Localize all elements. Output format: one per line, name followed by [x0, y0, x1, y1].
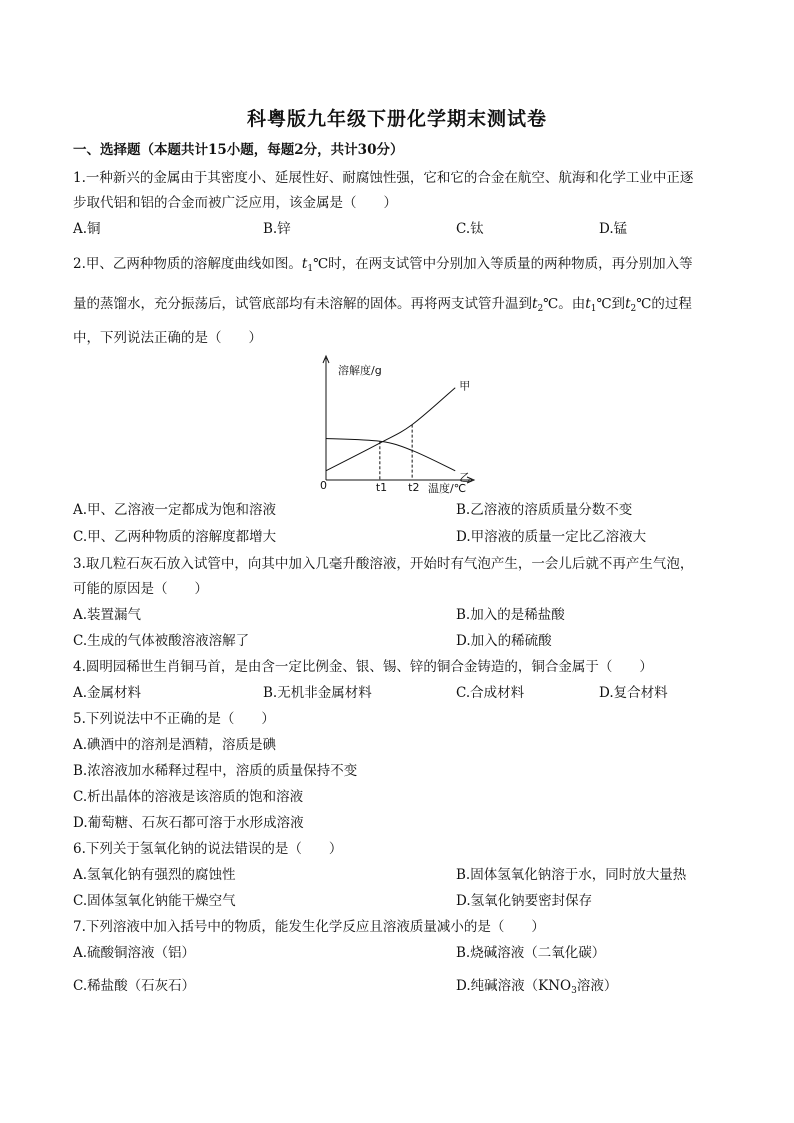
- series-line-yi: [326, 438, 455, 470]
- q7-option-d: [456, 977, 617, 1000]
- series-line-jia: [326, 388, 455, 471]
- q3-option-d: D.加入的稀硫酸: [456, 633, 552, 649]
- q3-option-b: B.加入的是稀盐酸: [456, 607, 565, 623]
- q2-temp-var: t: [625, 296, 631, 312]
- q2-option-a: A.甲、乙溶液一定都成为饱和溶液: [73, 502, 277, 518]
- q3-option-c: C.生成的气体被酸溶液溶解了: [73, 633, 250, 649]
- q4-option-d: D.复合材料: [599, 685, 668, 701]
- q4-option-c: C.合成材料: [456, 685, 525, 701]
- q2-option-d: D.甲溶液的质量一定比乙溶液大: [456, 529, 647, 545]
- q2-temp-sub: 1: [307, 264, 314, 274]
- question-3-text-cont: 可能的原因是（ ）: [73, 581, 208, 597]
- origin-label: 0: [320, 479, 327, 492]
- question-6-text: 6.下列关于氢氧化钠的说法错误的是（ ）: [73, 841, 343, 857]
- question-3-text: 3.取几粒石灰石放入试管中，向其中加入几毫升酸溶液，开始时有气泡产生，一会儿后就不再产生气泡，: [73, 556, 694, 572]
- x-tick-t2: t2: [408, 481, 420, 494]
- q2-text-part: ℃时，在两支试管中分别加入等质量的两种物质，再分别加入等: [313, 256, 693, 272]
- x-tick-t1: t1: [375, 481, 388, 494]
- question-7-text: 7.下列溶液中加入括号中的物质，能发生化学反应且溶液质量减小的是（ ）: [73, 919, 545, 935]
- q2-temp-var: t: [301, 256, 308, 272]
- q2-temp-sub: 1: [590, 304, 597, 314]
- q1-option-d: D.锰: [599, 221, 628, 237]
- q2-option-c: C.甲、乙两种物质的溶解度都增大: [73, 529, 277, 545]
- q2-temp-sub: 2: [537, 304, 544, 314]
- q6-option-b: B.固体氢氧化钠溶于水，同时放大量热: [456, 867, 687, 883]
- q2-text-part: ℃到: [596, 296, 626, 312]
- q5-option-c: C.析出晶体的溶液是该溶质的饱和溶液: [73, 789, 304, 805]
- q2-text-part: ℃的过程: [636, 296, 692, 312]
- q1-option-b: B.锌: [263, 221, 291, 237]
- section-heading: 一、选择题（本题共计15小题，每题2分，共计30分）: [73, 142, 404, 158]
- page-title: 科粤版九年级下册化学期末测试卷: [246, 108, 547, 130]
- series-label-yi: 乙: [459, 470, 471, 484]
- q2-text-part: ℃。由: [543, 296, 586, 312]
- question-5-text: 5.下列说法中不正确的是（ ）: [73, 711, 275, 727]
- q1-option-a: A.铜: [73, 221, 101, 237]
- q4-option-b: B.无机非金属材料: [263, 685, 372, 701]
- q6-option-a: A.氢氧化钠有强烈的腐蚀性: [73, 867, 236, 883]
- q3-option-a: A.装置漏气: [73, 607, 142, 623]
- q2-text-part: 量的蒸馏水，充分振荡后，试管底部均有未溶解的固体。再将两支试管升温到: [73, 296, 532, 312]
- question-4-text: 4.圆明园稀世生肖铜马首，是由含一定比例金、银、锡、锌的铜合金铸造的，铜合金属于（ ）: [73, 659, 653, 675]
- q2-temp-var: t: [585, 296, 591, 312]
- q4-option-a: A.金属材料: [73, 685, 142, 701]
- q7-option-b: B.烧碱溶液（二氧化碳）: [456, 945, 606, 961]
- solubility-chart: [310, 350, 480, 495]
- x-axis-label: 温度/℃: [428, 482, 467, 495]
- y-axis-label: 溶解度/g: [338, 364, 382, 377]
- series-label-jia: 甲: [459, 379, 471, 393]
- q1-option-c: C.钛: [456, 221, 484, 237]
- q5-option-d: D.葡萄糖、石灰石都可溶于水形成溶液: [73, 815, 304, 831]
- question-1-text-cont: 步取代铝和铝的合金而被广泛应用，该金属是（ ）: [73, 195, 397, 211]
- q2-text-part: 2.甲、乙两种物质的溶解度曲线如图。: [73, 256, 302, 272]
- q6-option-d: D.氢氧化钠要密封保存: [456, 893, 593, 909]
- chart-layer: [320, 356, 474, 495]
- q7-option-d-text: 溶液）: [576, 978, 618, 994]
- question-2-text: [73, 255, 693, 278]
- question-2-text-cont2: 中，下列说法正确的是（ ）: [73, 330, 262, 346]
- q2-temp-var: t: [532, 296, 538, 312]
- question-2-text-cont: [73, 295, 692, 318]
- q7-option-d-text: D.纯碱溶液（KNO: [456, 978, 572, 994]
- q7-option-a: A.硫酸铜溶液（铝）: [73, 945, 196, 961]
- q7-option-c: C.稀盐酸（石灰石）: [73, 978, 196, 994]
- q5-option-a: A.碘酒中的溶剂是酒精，溶质是碘: [73, 737, 277, 753]
- q2-option-b: B.乙溶液的溶质质量分数不变: [456, 502, 633, 518]
- q6-option-c: C.固体氢氧化钠能干燥空气: [73, 893, 236, 909]
- q5-option-b: B.浓溶液加水稀释过程中，溶质的质量保持不变: [73, 763, 358, 779]
- question-1-text: 1.一种新兴的金属由于其密度小、延展性好、耐腐蚀性强，它和它的合金在航空、航海和化学工业中正逐: [73, 170, 694, 186]
- q7-option-d-sub: 3: [571, 986, 577, 996]
- q2-temp-sub: 2: [630, 304, 637, 314]
